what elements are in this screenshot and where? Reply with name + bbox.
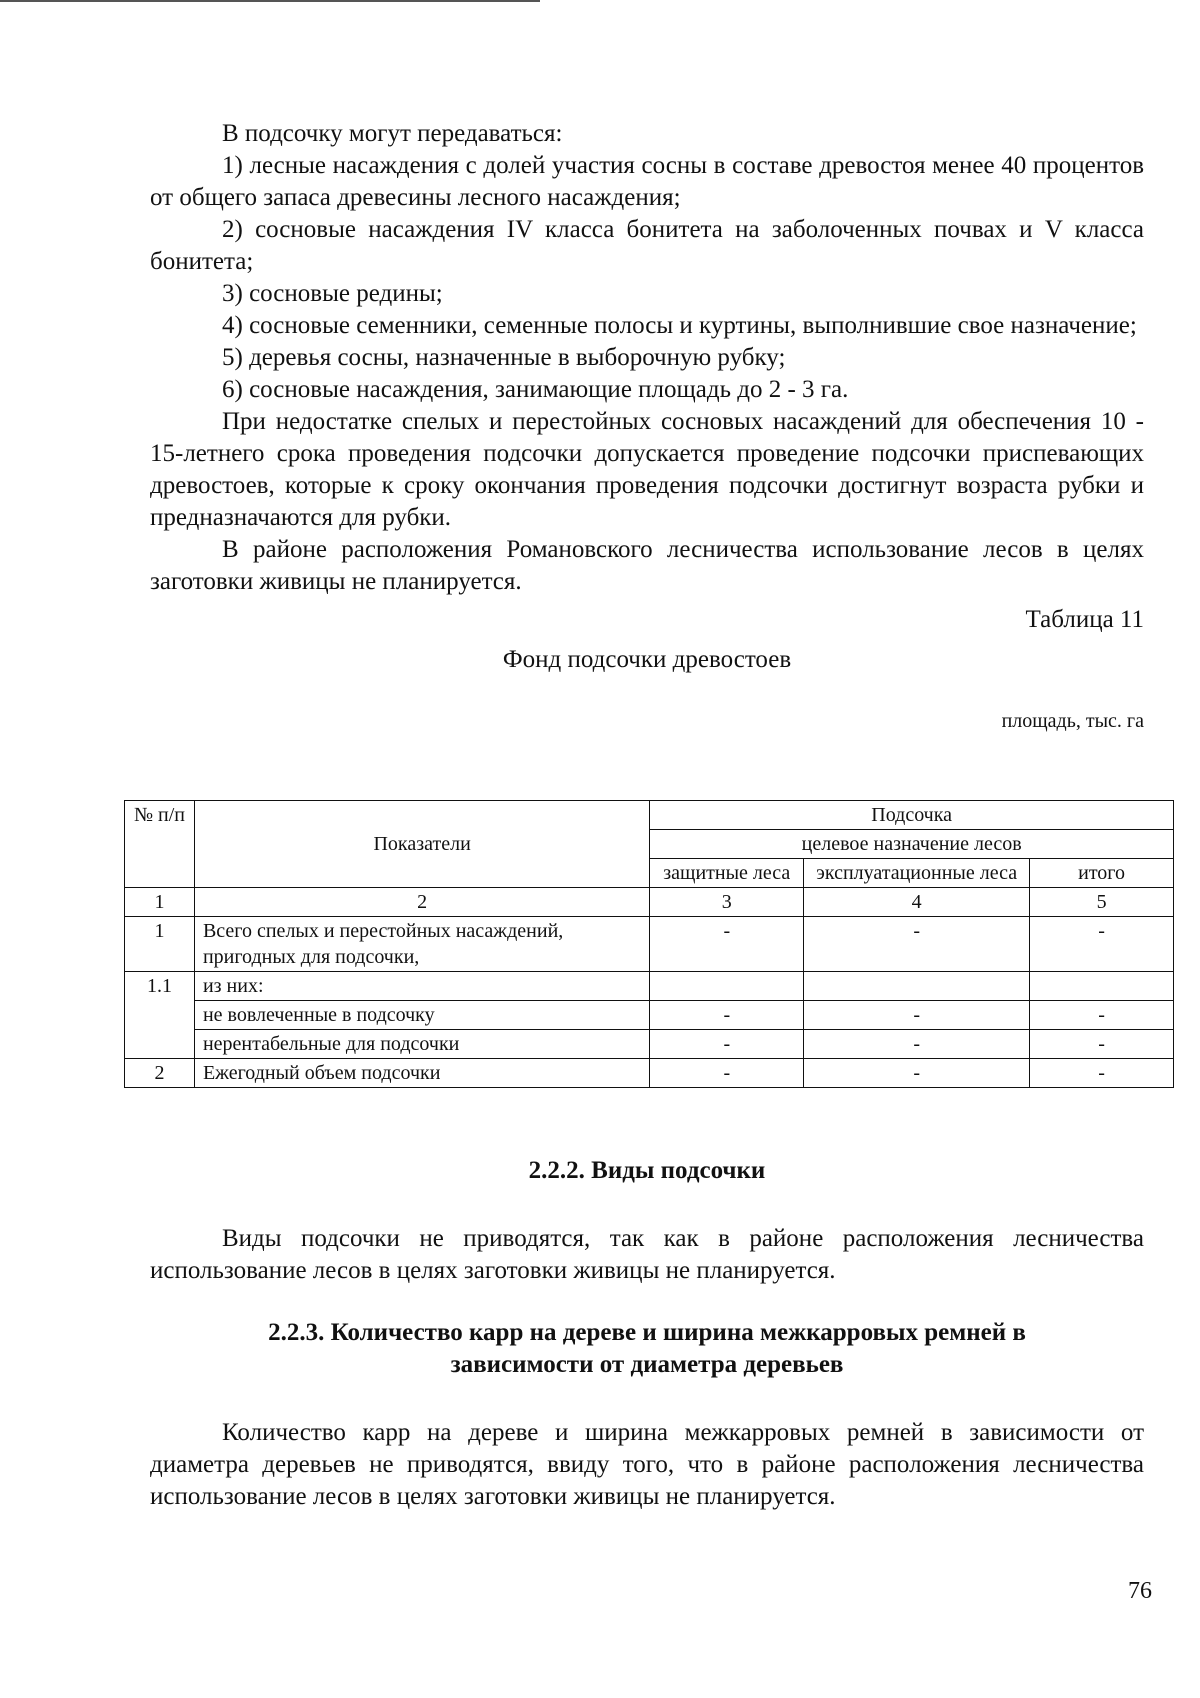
table-number-label: Таблица 11 xyxy=(1025,606,1144,633)
header-protective: защитные леса xyxy=(650,859,804,888)
list-item-4: 4) сосновые семенники, семенные полосы и куртины, выполнившие свое назначение; xyxy=(222,312,1137,339)
table-header-row-1 xyxy=(125,801,1174,830)
row-indicator: из них: xyxy=(194,972,649,1001)
page-number: 76 xyxy=(1128,1578,1152,1604)
section-2-2-3-heading-line1: 2.2.3. Количество карр на дереве и ширина межкарровых ремней в xyxy=(268,1319,1026,1346)
row-number: 2 xyxy=(125,1059,195,1088)
row-protective: - xyxy=(650,1059,804,1088)
document-body xyxy=(150,118,1144,747)
row-protective: - xyxy=(650,1001,804,1030)
row-indicator: Ежегодный объем подсочки xyxy=(194,1059,649,1088)
tapping-fund-table xyxy=(124,800,1174,1088)
column-number: 2 xyxy=(194,888,649,917)
row-protective xyxy=(650,972,804,1001)
header-total: итого xyxy=(1030,859,1174,888)
row-protective: - xyxy=(650,917,804,972)
row-exploitation: - xyxy=(804,1030,1030,1059)
list-item-5: 5) деревья сосны, назначенные в выборочную рубку; xyxy=(222,344,786,371)
section-2-2-2-heading: 2.2.2. Виды подсочки xyxy=(528,1157,766,1184)
table-row xyxy=(125,1030,1174,1059)
list-item-1: 1) лесные насаждения с долей участия сосны в составе древостоя менее 40 процентов от общего запаса древесины лесного насаждения; xyxy=(150,152,1144,211)
row-exploitation: - xyxy=(804,1059,1030,1088)
column-number: 1 xyxy=(125,888,195,917)
table-row xyxy=(125,917,1174,972)
table-row xyxy=(125,972,1174,1001)
list-item-6: 6) сосновые насаждения, занимающие площадь до 2 - 3 га. xyxy=(222,376,849,403)
column-number: 5 xyxy=(1030,888,1174,917)
header-purpose: целевое назначение лесов xyxy=(650,830,1174,859)
row-number: 1 xyxy=(125,917,195,972)
row-total: - xyxy=(1030,1030,1174,1059)
row-total: - xyxy=(1030,917,1174,972)
list-item-2: 2) сосновые насаждения IV класса бонитета на заболоченных почвах и V класса бонитета; xyxy=(150,216,1144,275)
row-indicator: Всего спелых и перестойных насаждений, пригодных для подсочки, xyxy=(194,917,649,972)
header-tapping: Подсочка xyxy=(650,801,1174,830)
row-protective: - xyxy=(650,1030,804,1059)
section-2-2-3-heading-line2: зависимости от диаметра деревьев xyxy=(450,1351,844,1378)
header-exploitation: эксплуатационные леса xyxy=(804,859,1030,888)
row-total xyxy=(1030,972,1174,1001)
table-row xyxy=(125,1059,1174,1088)
row-total: - xyxy=(1030,1059,1174,1088)
section-2-2-3 xyxy=(150,1317,1144,1513)
column-number: 3 xyxy=(650,888,804,917)
column-number: 4 xyxy=(804,888,1030,917)
scan-edge-line xyxy=(0,0,540,2)
table-row xyxy=(125,1001,1174,1030)
table-units: площадь, тыс. га xyxy=(1001,710,1144,732)
row-indicator: нерентабельные для подсочки xyxy=(194,1030,649,1059)
section-2-2-2 xyxy=(150,1155,1144,1287)
region-paragraph: В районе расположения Романовского лесничества использование лесов в целях заготовки живицы не планируется. xyxy=(150,536,1144,595)
table-title: Фонд подсочки древостоев xyxy=(502,646,792,673)
column-number-row xyxy=(125,888,1174,917)
header-no: № п/п xyxy=(125,801,195,888)
row-exploitation: - xyxy=(804,917,1030,972)
row-indicator: не вовлеченные в подсочку xyxy=(194,1001,649,1030)
shortage-paragraph: При недостатке спелых и перестойных сосновых насаждений для обеспечения 10 - 15-летнего срока проведения подсочки допускается проведение подсочки приспевающих древостоев, которые к сроку окончания проведения подсочки достигнут возраста рубки и предназначаются для рубки. xyxy=(150,408,1144,531)
row-total: - xyxy=(1030,1001,1174,1030)
section-2-2-3-text: Количество карр на дереве и ширина межкарровых ремней в зависимости от диаметра деревьев не приводятся, ввиду того, что в районе расположения лесничества использование лесов в целях заготовки живицы не планируется. xyxy=(150,1419,1144,1510)
intro-text: В подсочку могут передаваться: xyxy=(222,120,563,147)
header-indicators: Показатели xyxy=(194,801,649,888)
row-exploitation: - xyxy=(804,1001,1030,1030)
list-item-3: 3) сосновые редины; xyxy=(222,280,443,307)
row-number: 1.1 xyxy=(125,972,195,1059)
row-exploitation xyxy=(804,972,1030,1001)
section-2-2-2-text: Виды подсочки не приводятся, так как в районе расположения лесничества использование лесов в целях заготовки живицы не планируется. xyxy=(150,1225,1144,1284)
